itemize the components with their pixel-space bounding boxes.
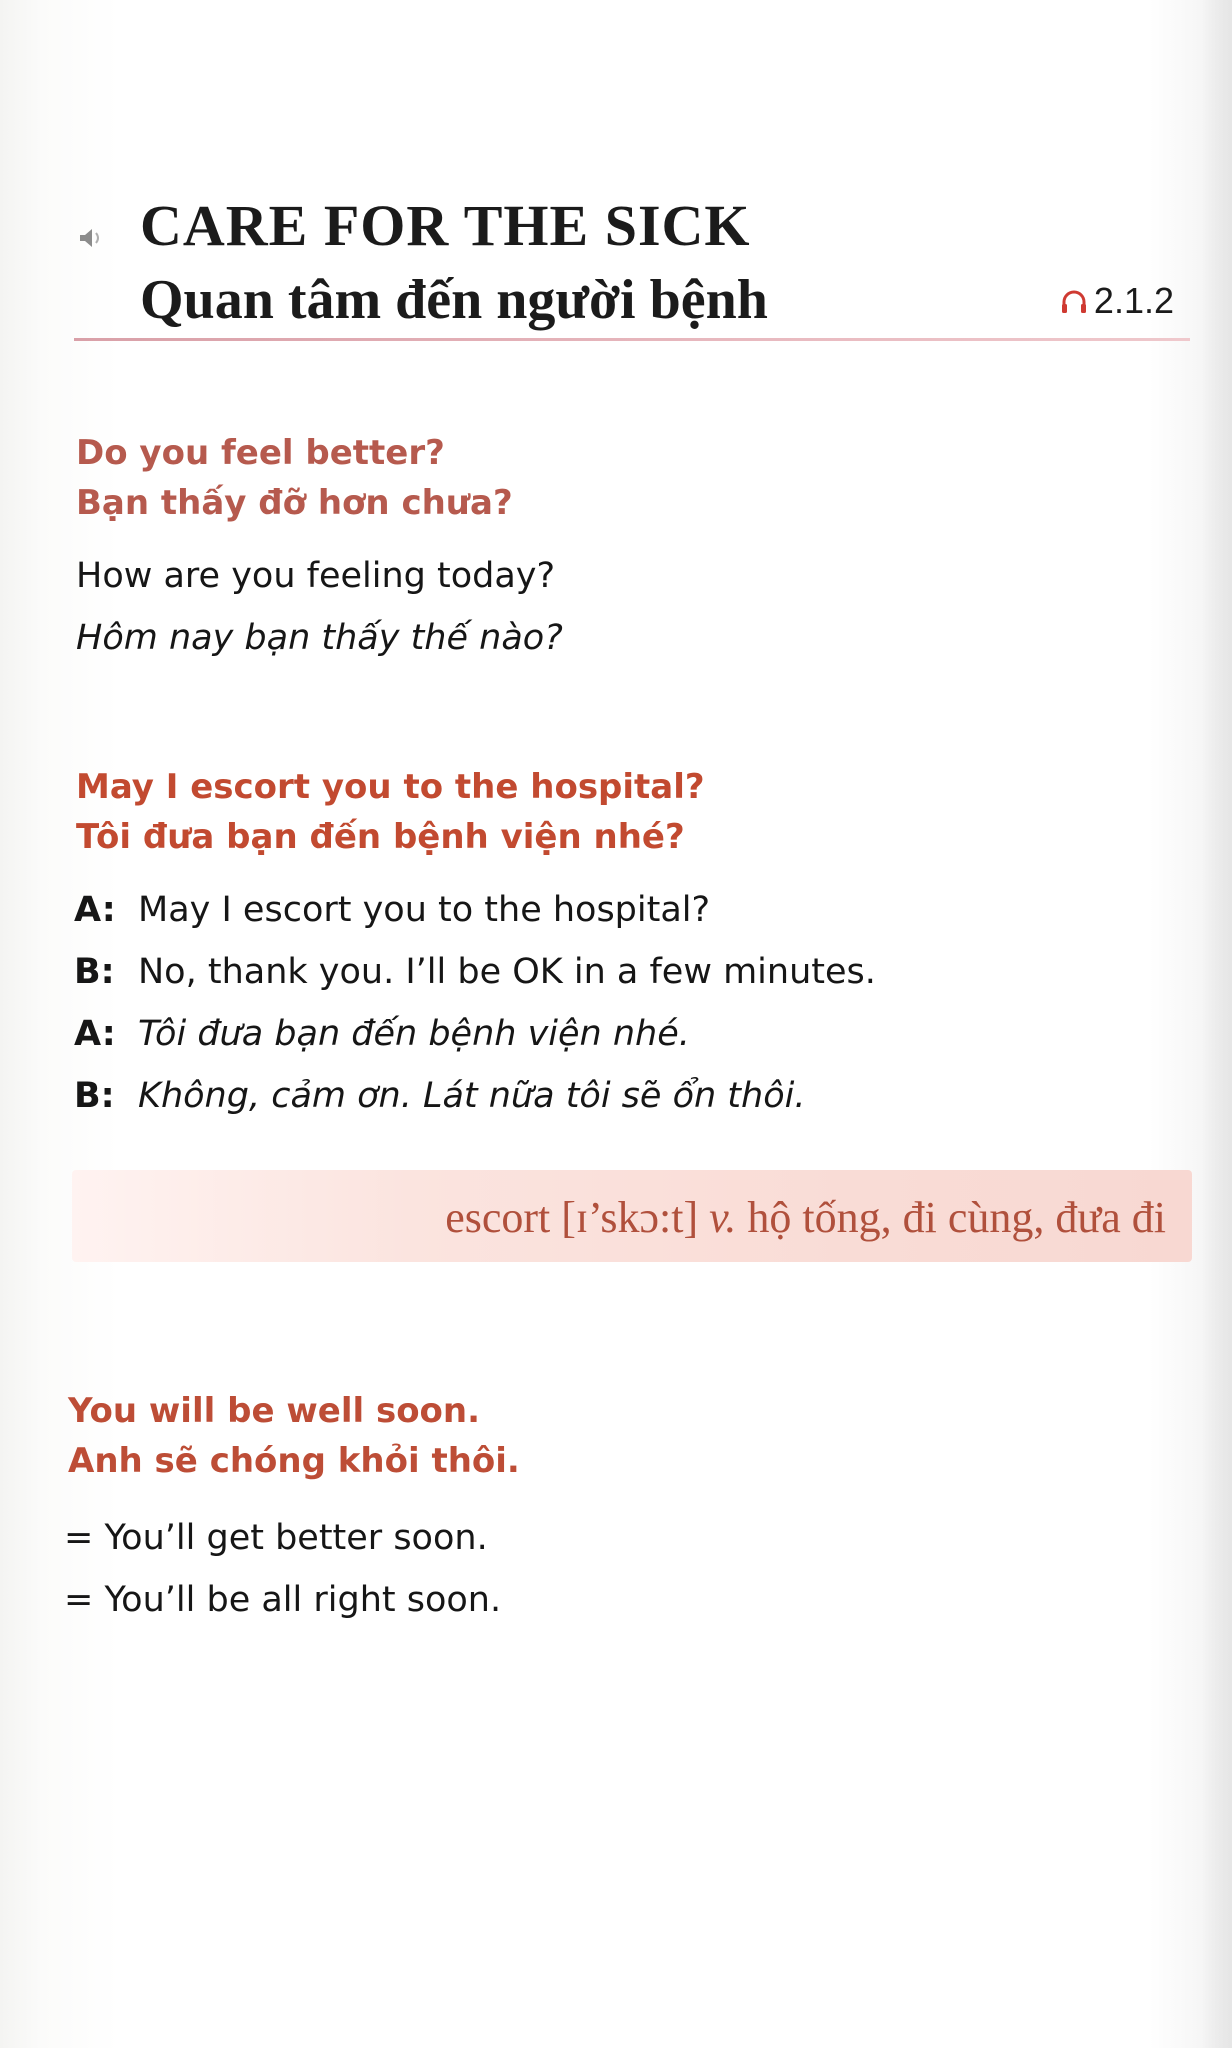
heading-english: You will be well soon. xyxy=(68,1391,481,1431)
page-title-vietnamese: Quan tâm đến người bệnh xyxy=(140,269,768,331)
vocabulary-entry xyxy=(445,1192,1166,1243)
alternative-phrase: = You’ll get better soon. xyxy=(64,1518,488,1558)
headphone-icon xyxy=(1060,288,1088,314)
dialog-line xyxy=(74,952,876,992)
dialog-text: Không, cảm ơn. Lát nữa tôi sẽ ổn thôi. xyxy=(138,1076,806,1116)
track-number: 2.1.2 xyxy=(1093,280,1174,321)
dialog-text: May I escort you to the hospital? xyxy=(138,890,711,930)
audio-track[interactable] xyxy=(1060,280,1174,322)
speaker-icon[interactable] xyxy=(76,226,104,250)
dialog-speaker: B: xyxy=(74,1076,115,1116)
header-divider xyxy=(74,338,1190,341)
heading-english: Do you feel better? xyxy=(76,433,445,473)
section-heading xyxy=(76,762,705,862)
example-sentence: How are you feeling today? xyxy=(76,556,556,596)
heading-vietnamese: Anh sẽ chóng khỏi thôi. xyxy=(68,1441,520,1481)
vocab-meaning: hộ tống, đi cùng, đưa đi xyxy=(747,1193,1166,1242)
vocab-ipa: [ɪ’skɔ:t] xyxy=(561,1193,699,1242)
vocab-part-of-speech: v. xyxy=(709,1193,737,1242)
example-translation: Hôm nay bạn thấy thế nào? xyxy=(76,618,563,658)
dialog-line xyxy=(74,1076,805,1116)
dialog-speaker: A: xyxy=(74,1014,116,1054)
dialog-speaker: A: xyxy=(74,890,116,930)
dialog-speaker: B: xyxy=(74,952,115,992)
vocabulary-box xyxy=(72,1170,1192,1262)
heading-english: May I escort you to the hospital? xyxy=(76,767,705,807)
dialog-line xyxy=(74,1014,690,1054)
page-title-english: CARE FOR THE SICK xyxy=(140,193,751,258)
vocab-word: escort xyxy=(445,1193,551,1242)
dialog-line xyxy=(74,890,710,930)
heading-vietnamese: Tôi đưa bạn đến bệnh viện nhé? xyxy=(76,817,685,857)
page-edge-shadow xyxy=(1202,0,1232,2048)
section-heading xyxy=(76,428,513,528)
heading-vietnamese: Bạn thấy đỡ hơn chưa? xyxy=(76,483,513,523)
section-heading xyxy=(68,1386,520,1486)
alternative-phrase: = You’ll be all right soon. xyxy=(64,1580,502,1620)
dialog-text: Tôi đưa bạn đến bệnh viện nhé. xyxy=(138,1014,690,1054)
dialog-text: No, thank you. I’ll be OK in a few minutes. xyxy=(138,952,876,992)
